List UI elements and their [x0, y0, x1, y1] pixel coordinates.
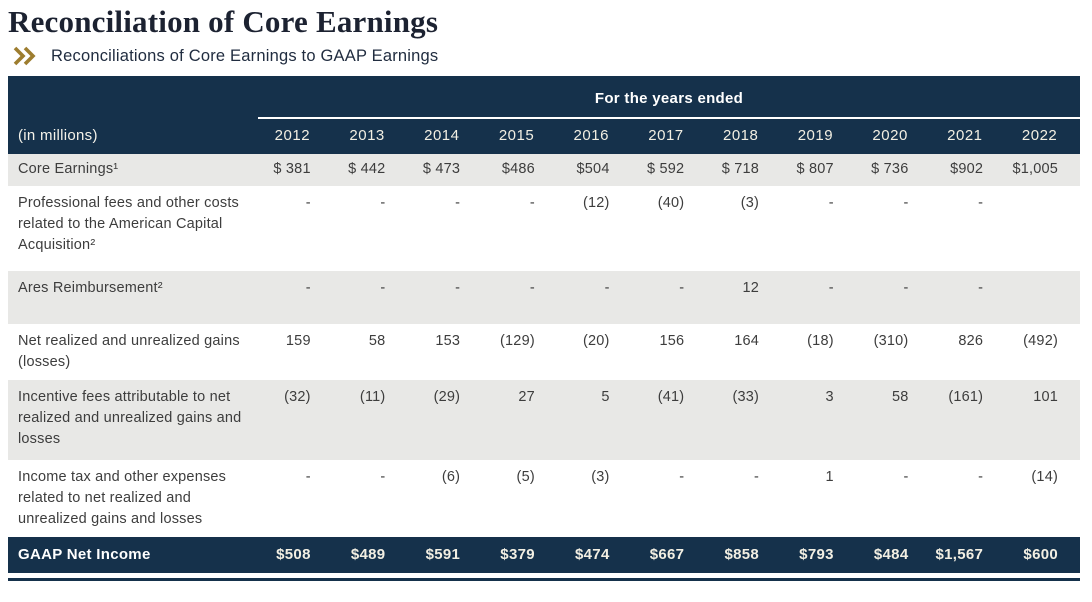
value-cell: (3) — [740, 195, 760, 212]
year-column-header: 2015 — [482, 118, 557, 154]
value-cell: (41) — [632, 380, 707, 460]
value-cell: (492) — [1023, 333, 1058, 350]
year-column-header: 2016 — [557, 118, 632, 154]
value-cell: - — [632, 271, 707, 324]
gaap-net-income-row — [8, 537, 1080, 573]
footer-row-label: GAAP Net Income — [8, 537, 258, 573]
reconciliation-table — [8, 76, 1080, 573]
value-cell: - — [529, 195, 535, 212]
value-cell: $ 736 — [856, 154, 931, 186]
footer-value-cell: $474 — [557, 537, 632, 573]
value-cell: - — [380, 469, 386, 486]
table-row — [8, 154, 1080, 186]
value-cell: 826 — [958, 333, 984, 350]
value-cell: - — [407, 271, 482, 324]
value-cell: $504 — [557, 154, 632, 186]
subtitle-row — [12, 46, 1080, 66]
value-cell: 1 — [825, 469, 834, 486]
value-cell: - — [978, 469, 984, 486]
year-column-header: 2019 — [781, 118, 856, 154]
value-cell: - — [930, 271, 1005, 324]
span-header-row — [8, 76, 1080, 118]
footer-value-cell: $793 — [781, 537, 856, 573]
value-cell: $ 381 — [258, 154, 333, 186]
page-title: Reconciliation of Core Earnings — [8, 4, 439, 39]
value-cell: (161) — [930, 380, 1005, 460]
value-cell: - — [333, 271, 408, 324]
year-column-header: 2018 — [706, 118, 781, 154]
value-cell: (14) — [1031, 469, 1058, 486]
value-cell: - — [781, 271, 856, 324]
value-cell: (18) — [807, 333, 834, 350]
footer-value-cell: $600 — [1005, 537, 1080, 573]
footer-value-cell: $1,567 — [930, 537, 1005, 573]
value-cell: - — [305, 195, 311, 212]
value-cell: (20) — [583, 333, 610, 350]
value-cell: $ 592 — [632, 154, 707, 186]
value-cell: (29) — [407, 380, 482, 460]
years-span-header: For the years ended — [258, 76, 1080, 118]
subtitle: Reconciliations of Core Earnings to GAAP Earnings — [51, 46, 439, 65]
value-cell: - — [856, 271, 931, 324]
value-cell: (3) — [591, 469, 610, 486]
year-column-header: 2014 — [407, 118, 482, 154]
row-label: Income tax and other expenses related to net realized and unrealized gains and losses — [18, 469, 227, 528]
chevron-right-double-icon — [12, 46, 38, 66]
value-cell: 156 — [659, 333, 685, 350]
value-cell: - — [754, 469, 760, 486]
footer-value-cell: $508 — [258, 537, 333, 573]
value-cell: (40) — [657, 195, 685, 212]
table-row — [8, 271, 1080, 324]
year-column-header: 2017 — [632, 118, 707, 154]
value-cell: $ 473 — [407, 154, 482, 186]
footer-value-cell: $489 — [333, 537, 408, 573]
value-cell: - — [903, 195, 909, 212]
bottom-rule — [8, 578, 1080, 581]
value-cell: (6) — [441, 469, 461, 486]
value-cell: $1,005 — [1005, 154, 1080, 186]
value-cell — [1005, 271, 1080, 324]
footer-value-cell: $484 — [856, 537, 931, 573]
value-cell: - — [557, 271, 632, 324]
row-label: Core Earnings¹ — [8, 154, 258, 186]
value-cell: $ 442 — [333, 154, 408, 186]
value-cell: (12) — [583, 195, 610, 212]
in-millions-label: (in millions) — [8, 118, 258, 154]
footer-value-cell: $591 — [407, 537, 482, 573]
table-row — [8, 460, 1080, 537]
row-label: Incentive fees attributable to net realized and unrealized gains and losses — [8, 380, 258, 460]
value-cell: 159 — [285, 333, 311, 350]
value-cell: (11) — [333, 380, 408, 460]
value-cell: $902 — [930, 154, 1005, 186]
footer-value-cell: $379 — [482, 537, 557, 573]
row-label: Ares Reimbursement² — [8, 271, 258, 324]
value-cell: - — [305, 469, 311, 486]
year-column-header: 2012 — [258, 118, 333, 154]
value-cell: - — [978, 195, 984, 212]
value-cell: $ 807 — [781, 154, 856, 186]
value-cell: 58 — [856, 380, 931, 460]
table-row — [8, 324, 1080, 380]
year-column-header: 2022 — [1005, 118, 1080, 154]
row-label: Net realized and unrealized gains (losses) — [18, 333, 240, 371]
year-header-row — [8, 118, 1080, 154]
value-cell: 27 — [482, 380, 557, 460]
value-cell: (32) — [258, 380, 333, 460]
year-column-header: 2013 — [333, 118, 408, 154]
value-cell: - — [903, 469, 909, 486]
value-cell: 164 — [734, 333, 760, 350]
footer-value-cell: $858 — [706, 537, 781, 573]
value-cell: $ 718 — [706, 154, 781, 186]
value-cell: 12 — [706, 271, 781, 324]
span-header-spacer — [8, 76, 258, 118]
value-cell: - — [679, 469, 685, 486]
value-cell: $486 — [482, 154, 557, 186]
value-cell: (5) — [516, 469, 535, 486]
year-column-header: 2020 — [856, 118, 931, 154]
value-cell: 5 — [557, 380, 632, 460]
value-cell: - — [828, 195, 834, 212]
value-cell: (310) — [873, 333, 909, 350]
value-cell: 153 — [435, 333, 461, 350]
value-cell: 58 — [368, 333, 386, 350]
value-cell: 3 — [781, 380, 856, 460]
table-row — [8, 186, 1080, 271]
value-cell: - — [455, 195, 461, 212]
table-row — [8, 380, 1080, 460]
footer-value-cell: $667 — [632, 537, 707, 573]
row-label: Professional fees and other costs related to the American Capital Acquisition² — [18, 195, 239, 254]
value-cell: 101 — [1005, 380, 1080, 460]
value-cell: - — [482, 271, 557, 324]
value-cell: - — [380, 195, 386, 212]
value-cell: (33) — [706, 380, 781, 460]
year-column-header: 2021 — [930, 118, 1005, 154]
value-cell — [1005, 186, 1080, 271]
value-cell: - — [258, 271, 333, 324]
value-cell: (129) — [500, 333, 535, 350]
